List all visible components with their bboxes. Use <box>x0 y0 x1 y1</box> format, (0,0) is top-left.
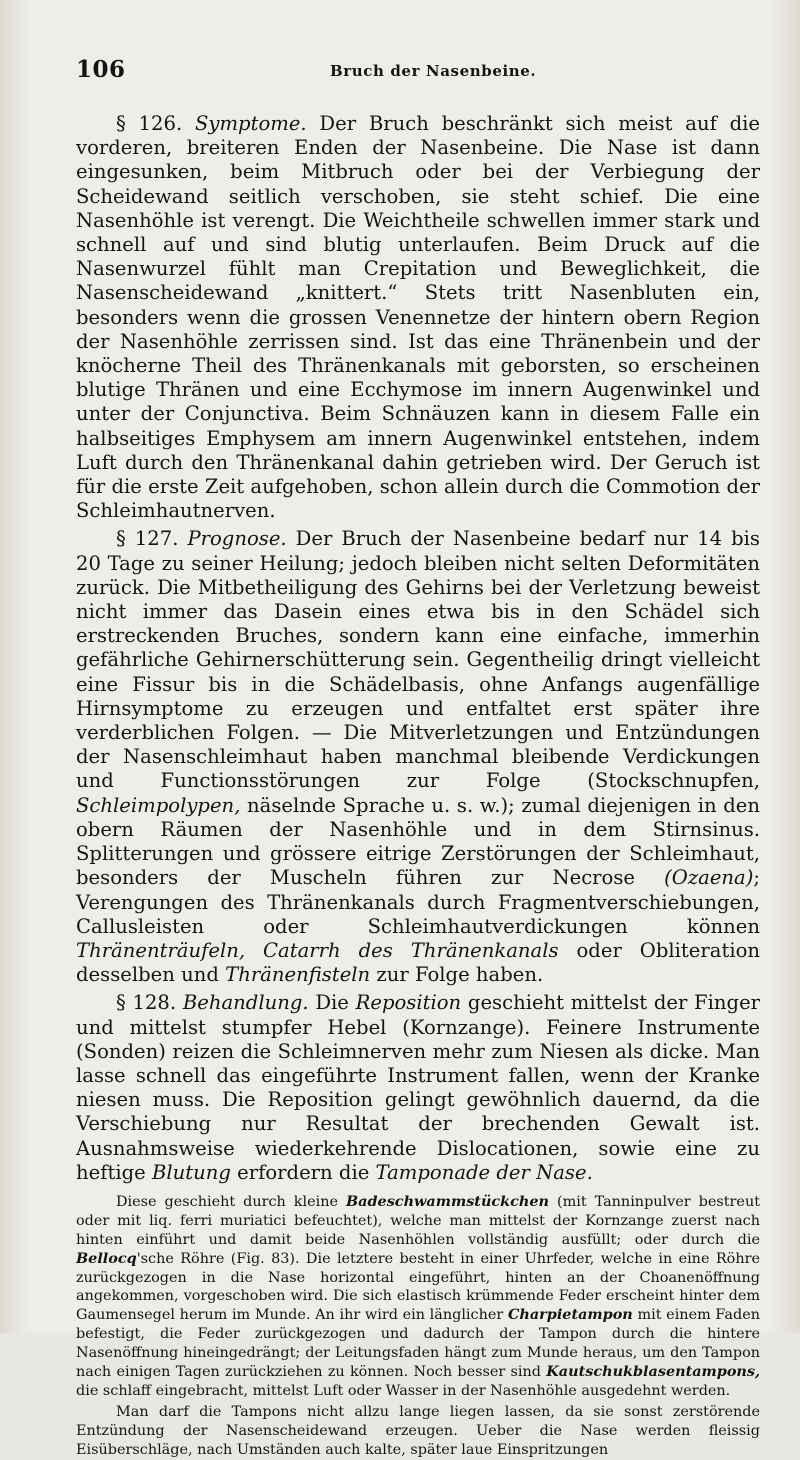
bold-italic-term: Charpietampon <box>507 1306 633 1324</box>
section-text: oder Obliteration desselben und <box>76 938 761 987</box>
italic-term: Schleimpolypen, <box>76 793 241 817</box>
section-text: näselnde Sprache u. s. w.); zumal diejenigen in den obern Räumen der Nasenhöhle und in dem Stirnsinus. Splitterungen und grössere eitrige Zerstörungen der Schleimhaut, besonders der Muscheln führen zur Necrose <box>76 793 760 890</box>
section-text: ; Verengungen des Thränenkanals durch Fragmentverschiebungen, Callusleisten oder Schleimhautverdickungen können <box>76 866 760 938</box>
section-text: Der Bruch der Nasenbeine bedarf nur 14 bis 20 Tage zu seiner Heilung; jedoch bleiben nicht selten Deformitäten zurück. Die Mitbetheiligung des Gehirns bei der Verletzung beweist nicht immer das Dasein eines etwa bis in den Schädel sich erstreckenden Bruches, sondern kann eine einfache, immerhin gefährliche Gehirnerschütterung sein. Gegentheilig dringt vielleicht eine Fissur bis in die Schädelbasis, ohne Anfangs augenfällige Hirnsymptome zu erzeugen und entfaltet erst später ihre verderblichen Folgen. — Die Mitverletzungen und Entzündungen der Nasenschleimhaut haben manchmal bleibende Verdickungen und Functionsstörungen zur Folge (Stockschnupfen, <box>76 527 760 793</box>
bold-italic-term: Kautschukblasentampons, <box>546 1363 761 1381</box>
section-text: Der Bruch beschränkt sich meist auf die vorderen, breiteren Enden der Nasenbeine. Die Nase ist dann eingesunken, beim Mitbruch oder bei der Verbiegung der Scheidewand seitlich verschoben, sie steht schief. Die eine Nasenhöhle ist verengt. Die Weichtheile schwellen immer stark und schnell auf und sind blutig unterlaufen. Beim Druck auf die Nasenwurzel fühlt man Crepitation und Beweglichkeit, die Nasenscheidewand „knittert.“ Stets tritt Nasenbluten ein, besonders wenn die grossen Venennetze der hintern obern Region der Nasenhöhle zerrissen sind. Ist das eine Thränenbein und der knöcherne Theil des Thränenkanals mit geborsten, so erscheinen blutige Thränen und eine Ecchymose im innern Augenwinkel und unter der Conjunctiva. Beim Schnäuzen kann in diesem Falle ein halbseitiges Emphysem am innern Augenwinkel entstehen, indem Luft durch den Thränenkanal dahin getrieben wird. Der Geruch ist für die erste Zeit aufgehoben, schon allein durch die Commotion der Schleimhautnerven. <box>76 112 761 523</box>
section-127-paragraph <box>76 527 760 987</box>
italic-term: Blutung <box>151 1160 231 1184</box>
section-heading: Prognose. <box>187 527 287 551</box>
section-number: § 126. <box>116 112 183 135</box>
small-text: mit einem Faden befestigt, die Feder zurückgezogen und dadurch der Tampon durch die hintere Nasenöffnung hineingedrängt; der Leitungsfaden hängt zum Munde heraus, um den Tampon nach einigen Tagen zurückziehen zu können. Noch besser sind <box>76 1307 760 1381</box>
bold-italic-term: Bellocq <box>76 1249 137 1267</box>
page-number: 106 <box>76 56 126 83</box>
italic-term: Thränenfisteln <box>225 963 371 987</box>
section-text: zur Folge haben. <box>376 963 544 987</box>
small-text: die schlaff eingebracht, mittelst Luft oder Wasser in der Nasenhöhle ausgedehnt werden. <box>76 1383 731 1399</box>
section-heading: Symptome. <box>194 112 307 135</box>
italic-term: Reposition <box>355 991 462 1015</box>
italic-term: Tamponade der Nase. <box>375 1160 593 1184</box>
small-print-paragraph <box>76 1193 760 1401</box>
small-text: Man darf die Tampons nicht allzu lange liegen lassen, da sie sonst zerstörende Entzündung der Nasenscheidewand erzeugen. Ueber die Nase werden fleissig Eisüberschläge, nach Umständen auch kalte, später laue Einspritzungen <box>76 1403 760 1458</box>
italic-term: Thränenträufeln, Catarrh des Thränenkanals <box>76 938 559 962</box>
running-title: Bruch der Nasenbeine. <box>330 62 537 80</box>
small-text: (mit Tanninpulver bestreut oder mit liq. ferri muriatici befeuchtet), welche man mittelst der Kornzange zuerst nach hinten einführt und damit beide Nasenhöhlen vollständig ausfüllt; oder durch die <box>76 1193 761 1248</box>
section-heading: Behandlung. <box>182 991 309 1015</box>
section-128-paragraph <box>76 991 760 1185</box>
section-text: Die <box>315 991 349 1015</box>
bold-italic-term: Badeschwammstückchen <box>346 1192 549 1210</box>
small-print-paragraph <box>76 1403 760 1460</box>
small-text: 'sche Röhre (Fig. 83). Die letztere besteht in einer Uhrfeder, welche in eine Röhre zurückgezogen in die Nase horizontal eingeführt, hinten an der Choanenöffnung angekommen, vorgeschoben wird. Die sich elastisch krümmende Feder erscheint hinter dem Gaumensegel herum im Munde. An ihr wird ein länglicher <box>76 1250 760 1324</box>
running-head <box>76 56 760 90</box>
section-126-paragraph <box>76 112 760 523</box>
section-text: geschieht mittelst der Finger und mittelst stumpfer Hebel (Kornzange). Feinere Instrumente (Sonden) reizen die Schleimnerven mehr zum Niesen als dicke. Man lasse schnell das eingeführte Instrument fallen, wenn der Kranke niesen muss. Die Reposition gelingt gewöhnlich dauernd, da die Verschiebung nur Resultat der brechenden Gewalt ist. Ausnahmsweise wiederkehrende Dislocationen, sowie eine zu heftige <box>76 991 761 1184</box>
italic-term: (Ozaena) <box>664 866 754 890</box>
section-text: erfordern die <box>237 1160 370 1184</box>
section-number: § 127. <box>116 527 179 551</box>
small-text: Diese geschieht durch kleine <box>116 1193 339 1210</box>
section-number: § 128. <box>116 991 177 1015</box>
